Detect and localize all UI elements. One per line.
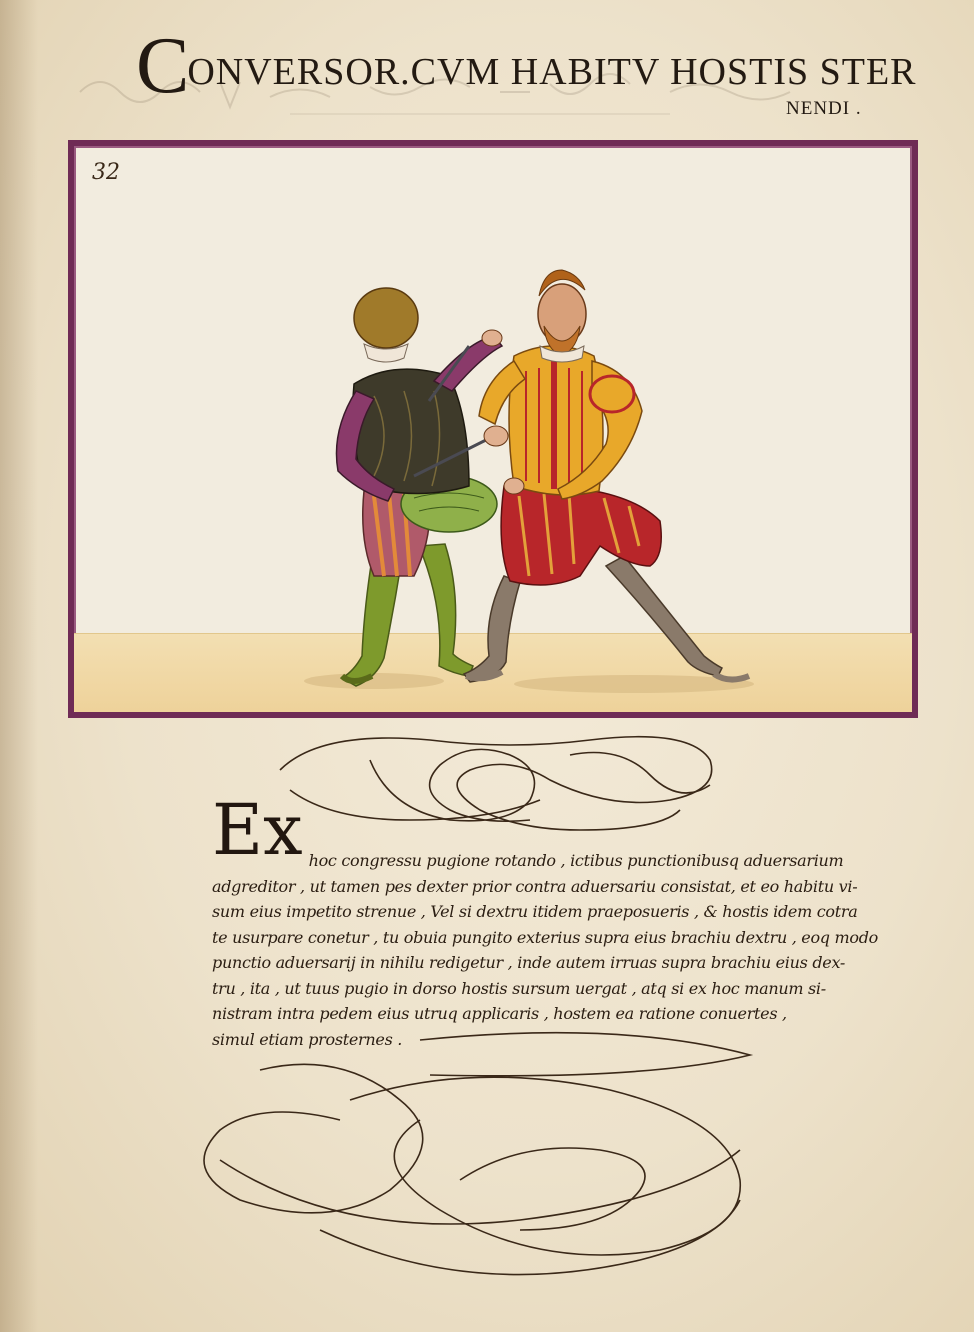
text-line-8: simul etiam prosternes . [212,1029,403,1049]
text-line-2: adgreditor , ut tamen pes dexter prior contra aduersariu consistat, et eo habitu vi- [212,876,858,896]
text-line-6: tru , ita , ut tuus pugio in dorso hostis sursum uergat , atq si ex hoc manum si- [212,978,826,998]
text-line-1: hoc congressu pugione rotando , ictibus punctionibusq aduersarium [308,851,844,870]
calligraphic-flourish-bottom [200,1030,780,1300]
title-continuation: NENDI . [786,98,862,119]
text-line-7: nistram intra pedem eius utruq applicaris , hostem ea ratione conuertes , [212,1004,787,1023]
text-line-5: punctio aduersarij in nihilu redigetur , inde autem irruas supra brachiu eius dex- [212,953,845,972]
body-text [212,789,879,1052]
drop-cap: Ex [212,789,303,871]
title-initial: C [136,22,188,110]
title-text: ONVERSOR.CVM HABITV HOSTIS STER [187,51,917,93]
wrestling-figures-illustration [74,146,912,712]
plate-number: 32 [92,160,120,185]
text-line-3: sum eius impetito strenue , Vel si dextru itidem praeposueris , & hostis idem cotra [212,902,858,921]
illustration-plate [68,140,918,718]
text-line-4: te usurpare conetur , tu obuia pungito exterius supra eius brachiu dextru , eoq modo [212,927,879,947]
